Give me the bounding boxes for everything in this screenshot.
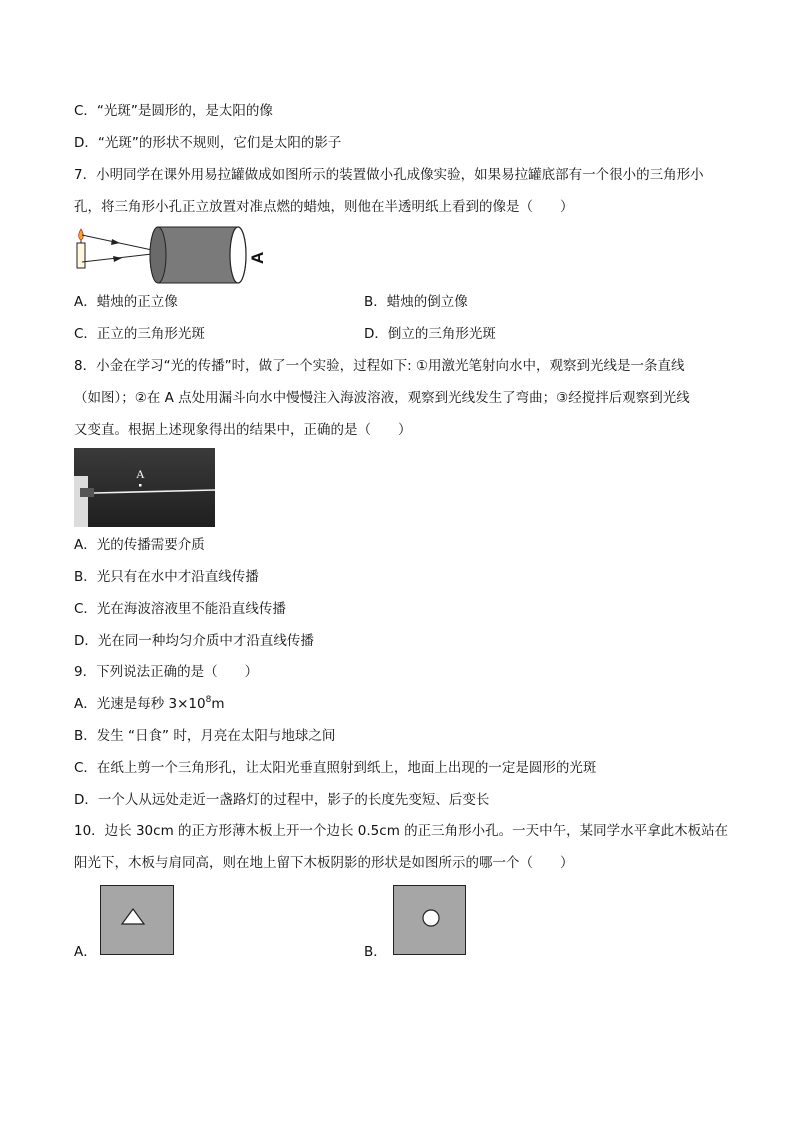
q7-stem-line1: 7．小明同学在课外用易拉罐做成如图所示的装置做小孔成像实验，如果易拉罐底部有一个很小的三角形小	[74, 167, 704, 183]
q8-option-d: D．光在同一种均匀介质中才沿直线传播	[74, 633, 314, 649]
laser-pointer-mount	[74, 476, 88, 527]
ray-arrow-top	[111, 239, 120, 245]
q7-option-d: D．倒立的三角形光斑	[364, 326, 496, 342]
can-bottom	[150, 227, 166, 283]
q6-option-c: C．“光斑”是圆形的，是太阳的像	[74, 103, 273, 119]
q6-option-d: D．“光斑”的形状不规则，它们是太阳的影子	[74, 135, 342, 151]
q8-option-c: C．光在海波溶液里不能沿直线传播	[74, 601, 286, 617]
q9-option-a	[74, 694, 225, 714]
q9-option-c: C．在纸上剪一个三角形孔，让太阳光垂直照射到纸上，地面上出现的一定是圆形的光斑	[74, 760, 597, 776]
q8-option-b: B．光只有在水中才沿直线传播	[74, 569, 259, 585]
q10-option-b-label: B．	[364, 944, 387, 960]
q9-option-a-text: A．光速是每秒 3×10	[74, 696, 206, 712]
q7-stem-line2: 孔，将三角形小孔正立放置对准点燃的蜡烛，则他在半透明纸上看到的像是（ ）	[74, 199, 574, 215]
circle-spot	[423, 910, 439, 926]
q10-option-a-label: A．	[74, 944, 97, 960]
q9-option-a-exponent: 8	[205, 695, 212, 705]
q10-option-b-figure	[393, 885, 466, 955]
laser-water-photo	[74, 448, 215, 527]
image-glyph: A	[248, 251, 267, 264]
q10-stem-line1: 10．边长 30cm 的正方形薄木板上开一个边长 0.5cm 的正三角形小孔。一天中午，某同学水平拿此木板站在	[74, 823, 729, 839]
photo-background	[74, 448, 215, 527]
point-a-marker	[139, 484, 142, 487]
ray-arrow-bottom	[113, 256, 122, 262]
q10-stem-line2: 阳光下，木板与肩同高，则在地上留下木板阴影的形状是如图所示的哪一个（ ）	[74, 855, 574, 871]
q9-option-b: B．发生 “日食” 时，月亮在太阳与地球之间	[74, 728, 336, 744]
q8-stem-line1: 8．小金在学习“光的传播”时，做了一个实验，过程如下: ①用激光笔射向水中，观察到光线是一条直线	[74, 358, 685, 374]
q10-option-a-figure	[100, 885, 174, 955]
q7-option-a: A．蜡烛的正立像	[74, 294, 178, 310]
q8-stem-line3: 又变直。根据上述现象得出的结果中，正确的是（ ）	[74, 422, 412, 438]
translucent-paper	[230, 227, 246, 283]
candle-flame	[79, 229, 84, 240]
point-a-label: A	[136, 467, 145, 481]
candle	[77, 243, 85, 268]
q8-option-a: A．光的传播需要介质	[74, 537, 205, 553]
laser-pointer	[80, 488, 94, 497]
q8-stem-line2: （如图）；②在 A 点处用漏斗向水中慢慢注入海波溶液，观察到光线发生了弯曲；③经搅拌后观察到光线	[74, 390, 690, 406]
q9-option-d: D．一个人从远处走近一盏路灯的过程中，影子的长度先变短、后变长	[74, 792, 490, 808]
q7-option-b: B．蜡烛的倒立像	[364, 294, 468, 310]
pinhole-camera-figure	[74, 224, 284, 286]
q7-option-c: C．正立的三角形光斑	[74, 326, 205, 342]
q9-stem: 9．下列说法正确的是（ ）	[74, 664, 259, 680]
q9-option-a-unit: m	[211, 696, 225, 712]
